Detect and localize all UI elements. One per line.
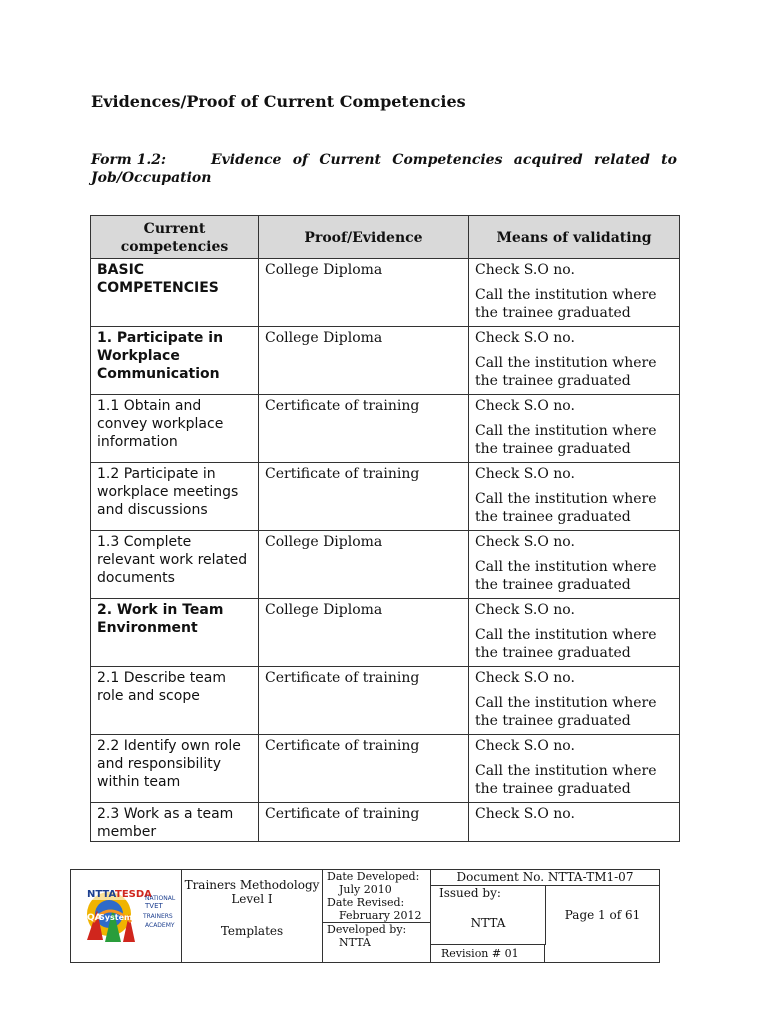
table-row <box>91 735 680 803</box>
validation-cell <box>469 735 680 803</box>
validation-cell <box>469 259 680 327</box>
svg-text:QA: QA <box>87 913 102 923</box>
form-title-word: related <box>594 152 650 168</box>
proof-cell: Certificate of training <box>259 735 469 803</box>
footer-module-title <box>182 870 323 962</box>
form-title-word: acquired <box>513 152 583 168</box>
validation-check: Check S.O no. <box>475 534 575 550</box>
validation-check: Check S.O no. <box>475 738 575 754</box>
competency-cell: 2.3 Work as a team member <box>91 803 259 842</box>
header-means-of-validating: Means of validating <box>469 216 680 259</box>
validation-call: Call the institution where the trainee graduated <box>475 695 657 729</box>
header-current-competencies: Current competencies <box>91 216 259 259</box>
svg-text:TRAINERS: TRAINERS <box>143 913 173 920</box>
validation-cell <box>469 599 680 667</box>
competency-cell: 2.1 Describe team role and scope <box>91 667 259 735</box>
document-footer <box>70 869 660 963</box>
validation-cell <box>469 531 680 599</box>
developed-by-value: NTTA <box>339 936 371 949</box>
validation-check: Check S.O no. <box>475 670 575 686</box>
validation-call: Call the institution where the trainee graduated <box>475 763 657 797</box>
validation-check: Check S.O no. <box>475 466 575 482</box>
document-number: Document No. NTTA-TM1-07 <box>431 870 659 886</box>
validation-call: Call the institution where the trainee graduated <box>475 423 657 457</box>
developed-by-cell <box>323 923 430 949</box>
validation-check: Check S.O no. <box>475 262 575 278</box>
table-row <box>91 803 680 842</box>
table-row <box>91 463 680 531</box>
table-header-row <box>91 216 680 259</box>
form-title-line2: Job/Occupation <box>91 170 212 186</box>
form-label <box>91 151 677 187</box>
form-title-word: to <box>661 152 677 168</box>
competency-cell: 1. Participate in Workplace Communication <box>91 327 259 395</box>
module-subtitle: Templates <box>220 924 284 938</box>
table-row <box>91 327 680 395</box>
validation-cell <box>469 395 680 463</box>
module-name: Trainers Methodology Level I <box>184 878 320 906</box>
validation-call: Call the institution where the trainee graduated <box>475 559 657 593</box>
issued-by-label: Issued by: <box>439 886 501 900</box>
validation-cell <box>469 327 680 395</box>
proof-cell: Certificate of training <box>259 803 469 842</box>
date-developed-value: July 2010 <box>339 883 392 896</box>
page-number: Page 1 of 61 <box>564 908 641 922</box>
proof-cell: College Diploma <box>259 259 469 327</box>
validation-cell <box>469 667 680 735</box>
validation-call: Call the institution where the trainee graduated <box>475 491 657 525</box>
form-title-word: Current <box>319 152 382 168</box>
validation-cell <box>469 463 680 531</box>
table-row <box>91 667 680 735</box>
proof-cell: College Diploma <box>259 327 469 395</box>
validation-cell <box>469 803 680 842</box>
validation-call: Call the institution where the trainee graduated <box>475 355 657 389</box>
form-title-word: Evidence <box>211 152 282 168</box>
svg-text:ACADEMY: ACADEMY <box>145 922 175 929</box>
svg-text:TVET: TVET <box>145 902 163 910</box>
table-row <box>91 395 680 463</box>
proof-cell: College Diploma <box>259 599 469 667</box>
date-revised-value: February 2012 <box>339 909 422 922</box>
issued-by-value: NTTA <box>470 916 506 930</box>
validation-call: Call the institution where the trainee graduated <box>475 287 657 321</box>
date-revised-label: Date Revised: <box>327 896 405 909</box>
ntta-logo <box>71 870 182 962</box>
proof-cell: Certificate of training <box>259 395 469 463</box>
proof-cell: Certificate of training <box>259 463 469 531</box>
date-cell <box>323 870 430 923</box>
validation-check: Check S.O no. <box>475 330 575 346</box>
form-title-word: Competencies <box>392 152 503 168</box>
form-title-word: of <box>292 152 309 168</box>
date-developed-label: Date Developed: <box>327 870 420 883</box>
competency-cell: BASIC COMPETENCIES <box>91 259 259 327</box>
table-row <box>91 599 680 667</box>
page-title: Evidences/Proof of Current Competencies <box>91 92 466 111</box>
competency-cell: 2.2 Identify own role and responsibility within team <box>91 735 259 803</box>
validation-check: Check S.O no. <box>475 398 575 414</box>
competency-cell: 2. Work in Team Environment <box>91 599 259 667</box>
ntta-tesda-logo-icon <box>71 870 181 962</box>
competency-cell: 1.3 Complete relevant work related documents <box>91 531 259 599</box>
table-row <box>91 259 680 327</box>
table-row <box>91 531 680 599</box>
form-number: Form 1.2: <box>91 152 167 168</box>
proof-cell: Certificate of training <box>259 667 469 735</box>
validation-check: Check S.O no. <box>475 806 575 822</box>
svg-text:NTTA: NTTA <box>87 889 117 900</box>
competency-cell: 1.2 Participate in workplace meetings and discussions <box>91 463 259 531</box>
proof-cell: College Diploma <box>259 531 469 599</box>
svg-text:NATIONAL: NATIONAL <box>145 895 176 902</box>
validation-check: Check S.O no. <box>475 602 575 618</box>
footer-dates <box>323 870 431 962</box>
form-title-line1 <box>211 151 677 169</box>
competency-cell: 1.1 Obtain and convey workplace information <box>91 395 259 463</box>
revision-number: Revision # 01 <box>431 945 545 962</box>
developed-by-label: Developed by: <box>327 923 407 936</box>
issued-by-cell <box>431 886 546 945</box>
footer-document-info <box>431 870 659 962</box>
svg-text:System: System <box>99 913 133 922</box>
validation-call: Call the institution where the trainee graduated <box>475 627 657 661</box>
svg-text:TESDA: TESDA <box>115 889 152 900</box>
header-proof-evidence: Proof/Evidence <box>259 216 469 259</box>
competency-table <box>90 215 680 842</box>
